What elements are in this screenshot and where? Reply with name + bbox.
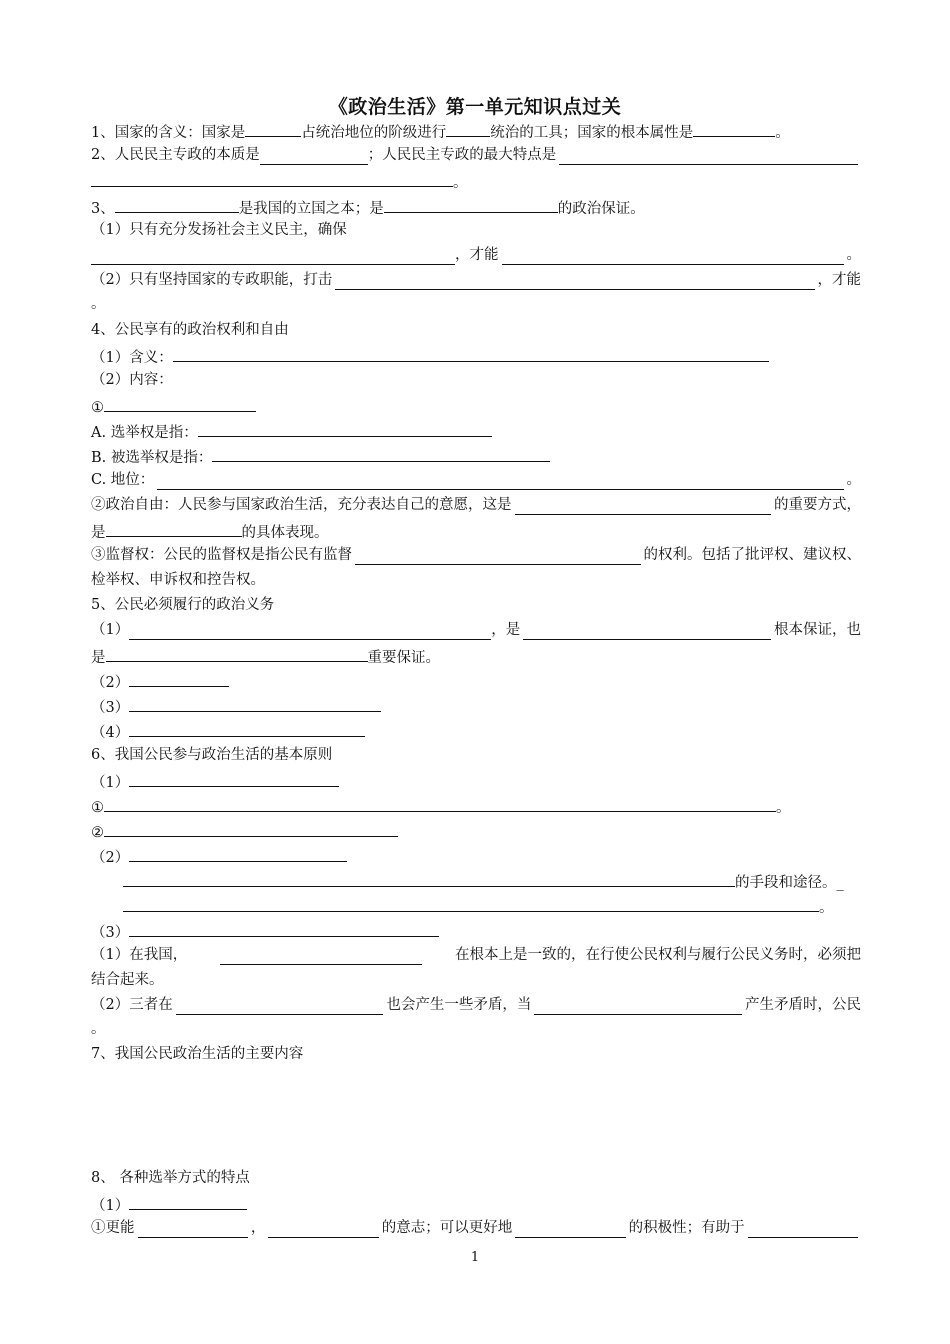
line-21: （1） ，是 根本保证，也 — [91, 622, 861, 638]
blank[interactable] — [123, 870, 735, 887]
line-36: （2）三者在 也会产生一些矛盾，当 产生矛盾时，公民 — [91, 997, 862, 1013]
blank[interactable] — [534, 998, 742, 1015]
line-25: （4） — [91, 720, 861, 743]
page-number: 1 — [470, 1250, 480, 1265]
line-4: 3、 是我国的立国之本；是 的政治保证。 — [91, 196, 861, 219]
line-14: B. 被选举权是指： — [91, 445, 861, 468]
blank[interactable] — [106, 520, 242, 537]
line-10: （1）含义： — [91, 345, 861, 368]
line-23: （2） — [91, 670, 861, 693]
blank[interactable] — [335, 273, 814, 290]
blank[interactable] — [104, 395, 256, 412]
line-26: 6、我国公民参与政治生活的基本原则 — [91, 747, 333, 763]
line-39: 8、 各种选举方式的特点 — [91, 1170, 250, 1186]
line-9: 4、公民享有的政治权利和自由 — [91, 322, 289, 338]
blank[interactable] — [268, 1221, 378, 1238]
blank[interactable] — [220, 948, 422, 965]
blank[interactable] — [129, 770, 339, 787]
line-35: 结合起来。 — [91, 972, 164, 988]
blank[interactable] — [245, 120, 301, 137]
blank[interactable] — [91, 170, 453, 187]
line-11: （2）内容： — [91, 372, 173, 388]
blank[interactable] — [115, 196, 239, 213]
line-28: ① 。 — [91, 795, 861, 818]
blank[interactable] — [104, 795, 776, 812]
blank[interactable] — [123, 895, 819, 912]
blank[interactable] — [129, 670, 229, 687]
blank[interactable] — [198, 420, 492, 437]
blank[interactable] — [176, 998, 384, 1015]
blank[interactable] — [515, 1221, 625, 1238]
blank[interactable] — [173, 345, 769, 362]
blank[interactable] — [260, 148, 368, 165]
line-3: 。 — [91, 170, 861, 193]
blank[interactable] — [559, 148, 858, 165]
blank[interactable] — [129, 920, 439, 937]
blank[interactable] — [138, 1221, 248, 1238]
blank[interactable] — [446, 120, 490, 137]
blank[interactable] — [515, 498, 772, 515]
line-24: （3） — [91, 695, 861, 718]
line-15: C. 地位： 。 — [91, 472, 861, 488]
blank[interactable] — [91, 248, 455, 265]
blank[interactable] — [104, 820, 398, 837]
blank[interactable] — [355, 548, 641, 565]
line-12: ① — [91, 395, 861, 418]
line-30: （2） — [91, 845, 861, 868]
blank[interactable] — [502, 248, 844, 265]
line-2: 2、人民民主专政的本质是 ；人民民主专政的最大特点是 — [91, 145, 861, 165]
blank[interactable] — [693, 120, 775, 137]
line-6: ，才能 。 — [91, 245, 861, 265]
line-5: （1）只有充分发扬社会主义民主，确保 — [91, 222, 347, 238]
line-8: 。 — [91, 296, 106, 312]
blank[interactable] — [157, 473, 843, 490]
line-38: 7、我国公民政治生活的主要内容 — [91, 1046, 304, 1062]
line-41: ①更能 ， 的意志；可以更好地 的积极性；有助于 — [91, 1218, 861, 1238]
blank[interactable] — [129, 845, 347, 862]
page-title: 《政治生活》第一单元知识点过关 — [328, 96, 622, 118]
line-40: （1） — [91, 1193, 861, 1216]
line-19: 检举权、申诉权和控告权。 — [91, 572, 265, 588]
blank[interactable] — [106, 645, 368, 662]
line-33: （3） — [91, 920, 861, 943]
line-29: ② — [91, 820, 861, 843]
line-34: （1）在我国， 在根本上是一致的，在行使公民权利与履行公民义务时，必须把 — [91, 947, 861, 963]
line-20: 5、公民必须履行的政治义务 — [91, 597, 275, 613]
line-1: 1、国家的含义：国家是 占统治地位的阶级进行 统治的工具；国家的根本属性是 。 — [91, 120, 861, 143]
blank[interactable] — [129, 695, 381, 712]
blank[interactable] — [129, 1193, 247, 1210]
blank[interactable] — [384, 196, 558, 213]
line-16: ②政治自由：人民参与国家政治生活，充分表达自己的意愿，这是 的重要方式， — [91, 497, 861, 513]
blank[interactable] — [212, 445, 550, 462]
line-13: A. 选举权是指： — [91, 420, 861, 443]
line-7: （2）只有坚持国家的专政职能，打击 ，才能 — [91, 272, 861, 288]
line-31: 的手段和途径。_ — [91, 870, 861, 893]
line-17: 是 的具体表现。 — [91, 520, 861, 543]
line-18: ③监督权：公民的监督权是指公民有监督 的权利。包括了批评权、建议权、 — [91, 547, 861, 563]
blank[interactable] — [748, 1221, 858, 1238]
blank[interactable] — [129, 623, 491, 640]
line-27: （1） — [91, 770, 861, 793]
line-37: 。 — [91, 1021, 106, 1037]
line-22: 是 重要保证。 — [91, 645, 861, 668]
line-32: 。 — [91, 895, 861, 918]
blank[interactable] — [523, 623, 771, 640]
blank[interactable] — [129, 720, 365, 737]
